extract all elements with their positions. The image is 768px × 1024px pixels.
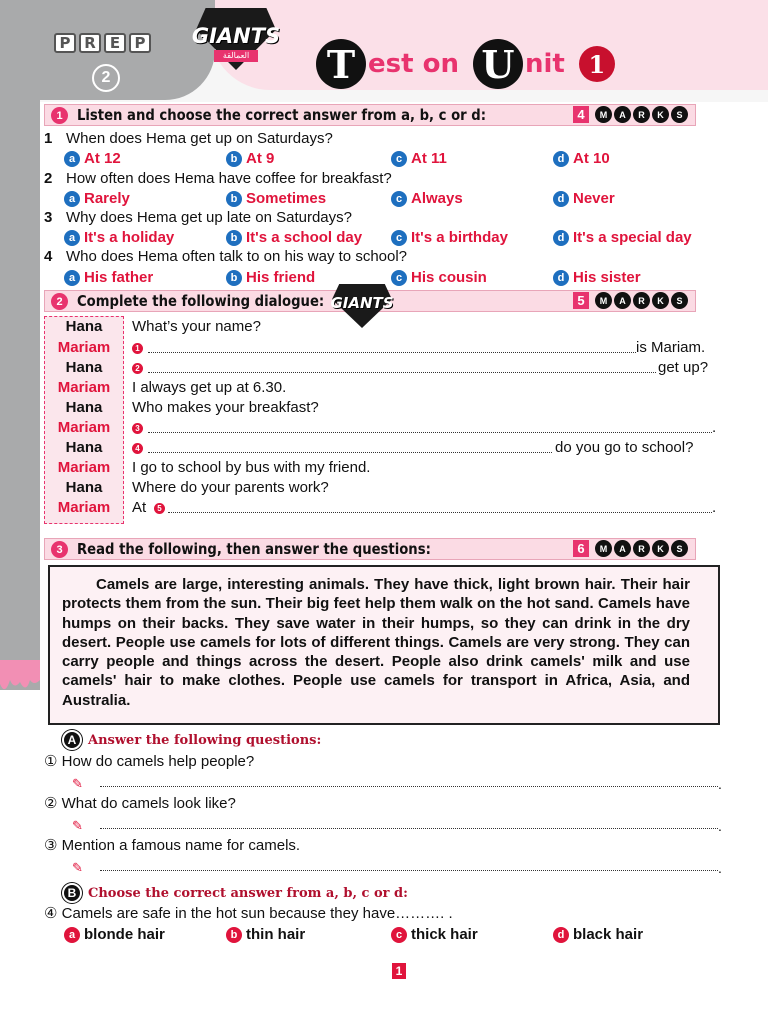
marks-letter: M xyxy=(595,106,612,123)
end-mark: . xyxy=(718,818,722,834)
option-letter: c xyxy=(391,191,407,207)
answer-blank[interactable] xyxy=(148,361,656,373)
dialogue-line xyxy=(44,318,724,338)
speaker-name: Hana xyxy=(65,359,103,376)
pencil-icon: ✎ xyxy=(72,776,83,791)
option-letter: d xyxy=(553,191,569,207)
option-text: His friend xyxy=(246,269,316,286)
question-text: Mention a famous name for camels. xyxy=(61,837,301,854)
title-unit-number: 1 xyxy=(579,46,615,82)
dialogue-text: get up? xyxy=(658,359,709,376)
part-a-header xyxy=(62,730,321,750)
option-letter: b xyxy=(226,191,242,207)
section-2-marks xyxy=(573,292,688,309)
marks-letter: R xyxy=(633,292,650,309)
question-number: ③ xyxy=(44,837,58,854)
option-d[interactable] xyxy=(553,229,692,246)
option-letter: b xyxy=(226,270,242,286)
question-text: Who does Hema often talk to on his way to school? xyxy=(66,248,408,265)
giants-logo xyxy=(186,8,286,72)
option-text: Always xyxy=(411,190,463,207)
question-number: 1 xyxy=(44,130,53,147)
dialogue-text: I always get up at 6.30. xyxy=(132,379,287,396)
page-title xyxy=(316,36,615,92)
blank-marker: 4 xyxy=(132,439,143,456)
option-b[interactable] xyxy=(226,150,274,167)
dialogue-line xyxy=(44,439,724,459)
question-number: 3 xyxy=(44,209,53,226)
answer-blank[interactable] xyxy=(148,341,636,353)
option-a[interactable] xyxy=(64,150,121,167)
option-text: black hair xyxy=(573,926,644,943)
speaker-name: Mariam xyxy=(57,339,111,356)
answer-blank[interactable] xyxy=(148,421,712,433)
dialogue-text: I go to school by bus with my friend. xyxy=(132,459,371,476)
option-letter: b xyxy=(226,151,242,167)
part-b-header xyxy=(62,883,408,903)
answer-line[interactable] xyxy=(72,818,722,834)
dialogue-text: Where do your parents work? xyxy=(132,479,329,496)
section-3-marks xyxy=(573,540,688,557)
option-text: blonde hair xyxy=(84,926,165,943)
question-text: How do camels help people? xyxy=(61,753,255,770)
section-2-number: 2 xyxy=(51,293,68,310)
option-text: His sister xyxy=(573,269,641,286)
question-text: Why does Hema get up late on Saturdays? xyxy=(66,209,352,226)
section-1-header xyxy=(44,104,696,126)
dialogue-text: . xyxy=(712,499,717,516)
answer-line[interactable] xyxy=(72,776,722,792)
option-text: Sometimes xyxy=(246,190,327,207)
section-1-number: 1 xyxy=(51,107,68,124)
option-letter: a xyxy=(64,270,80,286)
option-text: thin hair xyxy=(246,926,306,943)
option-a[interactable] xyxy=(64,229,174,246)
marks-letter: S xyxy=(671,540,688,557)
part-b-letter: B xyxy=(62,883,82,903)
section-1-marks xyxy=(573,106,688,123)
answer-dots[interactable] xyxy=(100,786,718,787)
question-text: When does Hema get up on Saturdays? xyxy=(66,130,333,147)
option-b[interactable] xyxy=(226,269,315,286)
option-text: His cousin xyxy=(411,269,487,286)
part-a-letter: A xyxy=(62,730,82,750)
left-margin-band xyxy=(0,0,40,690)
option-letter: c xyxy=(391,230,407,246)
option-d[interactable] xyxy=(553,269,641,286)
dialogue-line xyxy=(44,499,724,519)
blank-marker: 1 xyxy=(132,339,143,356)
marks-letter: A xyxy=(614,540,631,557)
option-text: thick hair xyxy=(411,926,478,943)
option-letter: a xyxy=(64,151,80,167)
option-letter: a xyxy=(64,191,80,207)
speaker-name: Hana xyxy=(65,399,103,416)
prep-letter: E xyxy=(104,33,126,53)
question-number: ④ xyxy=(44,905,58,922)
marks-letter: M xyxy=(595,540,612,557)
option-b[interactable] xyxy=(226,926,305,943)
option-text: His father xyxy=(84,269,154,286)
option-d[interactable] xyxy=(553,926,643,943)
marks-letter: R xyxy=(633,540,650,557)
question-text: Camels are safe in the hot sun because they have………. . xyxy=(61,905,453,922)
marks-letter: R xyxy=(633,106,650,123)
question-number: 4 xyxy=(44,248,53,265)
speaker-name: Hana xyxy=(65,479,103,496)
marks-letter: K xyxy=(652,540,669,557)
option-c[interactable] xyxy=(391,229,508,246)
reading-question-4 xyxy=(44,904,453,922)
option-letter: d xyxy=(553,230,569,246)
reading-passage xyxy=(48,565,720,725)
speaker-name: Hana xyxy=(65,439,103,456)
speaker-name: Mariam xyxy=(57,459,111,476)
prep-letter: P xyxy=(129,33,151,53)
title-letter-t: T xyxy=(316,39,366,89)
option-text: Rarely xyxy=(84,190,130,207)
option-letter: c xyxy=(391,151,407,167)
end-mark: . xyxy=(718,776,722,792)
option-text: At 10 xyxy=(573,150,610,167)
marks-letter: K xyxy=(652,106,669,123)
option-c[interactable] xyxy=(391,150,447,167)
option-b[interactable] xyxy=(226,190,326,207)
option-letter: b xyxy=(226,230,242,246)
section-3-number: 3 xyxy=(51,541,68,558)
blank-marker: 2 xyxy=(132,359,143,376)
option-text: At 11 xyxy=(411,150,447,167)
section-2-title: Complete the following dialogue: xyxy=(77,292,325,310)
option-text: At 9 xyxy=(246,150,275,167)
dialogue-line xyxy=(44,459,724,479)
speaker-name: Mariam xyxy=(57,419,111,436)
option-d[interactable] xyxy=(553,150,610,167)
speaker-name: Mariam xyxy=(57,499,111,516)
question-number: 2 xyxy=(44,170,53,187)
option-a[interactable] xyxy=(64,926,165,943)
reading-question-3 xyxy=(44,836,300,854)
marks-letter: S xyxy=(671,292,688,309)
dialogue-line xyxy=(44,339,724,359)
option-text: It's a school day xyxy=(246,229,363,246)
prep-letter: P xyxy=(54,33,76,53)
part-b-title: Choose the correct answer from a, b, c or d: xyxy=(88,885,408,901)
question-number: ② xyxy=(44,795,58,812)
option-text: At 12 xyxy=(84,150,121,167)
dialogue-line xyxy=(44,419,724,439)
marks-letter: M xyxy=(595,292,612,309)
option-b[interactable] xyxy=(226,229,362,246)
end-mark: . xyxy=(718,860,722,876)
blank-marker: 5 xyxy=(154,499,165,516)
option-a[interactable] xyxy=(64,269,153,286)
passage-text: Camels are large, interesting animals. They have thick, light brown hair. Their hair protects them from the sun. Their big feet help them walk on the hot sand. Camels have humps on their backs. They save water in their humps, so they can drink in the dry desert. People use camels for lots of different things. Camels are very strong. They can carry people and things across the desert. People also drink camels' milk and use camels' hair to make clothes. People use camels for transport in Africa, Asia, and Australia. xyxy=(62,576,690,709)
question-text: How often does Hema have coffee for breakfast? xyxy=(66,170,392,187)
part-a-title: Answer the following questions: xyxy=(88,732,322,748)
blank-marker: 3 xyxy=(132,419,143,436)
reading-question-2 xyxy=(44,794,236,812)
dialogue-text: do you go to school? xyxy=(555,439,694,456)
option-letter: a xyxy=(64,230,80,246)
dialogue-line xyxy=(44,479,724,499)
pencil-icon: ✎ xyxy=(72,860,83,875)
section-1-title: Listen and choose the correct answer from a, b, c or d: xyxy=(77,106,486,124)
marks-letter: A xyxy=(614,292,631,309)
section-3-header xyxy=(44,538,696,560)
question-number: ① xyxy=(44,753,58,770)
logo-subtext: العمالقة xyxy=(214,50,258,62)
dialogue-line xyxy=(44,359,724,379)
marks-value: 4 xyxy=(573,106,589,123)
page-number: 1 xyxy=(392,963,406,979)
option-letter: c xyxy=(391,927,407,943)
answer-dots[interactable] xyxy=(100,828,718,829)
prep-badge xyxy=(54,33,151,53)
option-text: Never xyxy=(573,190,615,207)
option-c[interactable] xyxy=(391,190,463,207)
option-letter: d xyxy=(553,270,569,286)
prep-letter: R xyxy=(79,33,101,53)
section-3-title: Read the following, then answer the questions: xyxy=(77,540,431,558)
marks-value: 5 xyxy=(573,292,589,309)
option-c[interactable] xyxy=(391,926,478,943)
speaker-name: Hana xyxy=(65,318,103,335)
option-text: It's a birthday xyxy=(411,229,508,246)
option-letter: c xyxy=(391,270,407,286)
prep-level: 2 xyxy=(92,64,120,92)
marks-value: 6 xyxy=(573,540,589,557)
dialogue-text: Who makes your breakfast? xyxy=(132,399,319,416)
dialogue-line xyxy=(44,399,724,419)
option-letter: a xyxy=(64,927,80,943)
answer-blank[interactable] xyxy=(168,501,712,513)
title-letter-u: U xyxy=(473,39,523,89)
answer-dots[interactable] xyxy=(100,870,718,871)
paint-drip-decoration xyxy=(0,660,40,700)
option-text: It's a holiday xyxy=(84,229,175,246)
option-c[interactable] xyxy=(391,269,487,286)
dialogue-text: At xyxy=(132,499,147,516)
dialogue-text: . xyxy=(712,419,717,436)
title-word-2: nit xyxy=(524,49,565,79)
dialogue-text: is Mariam. xyxy=(636,339,706,356)
title-word-1: est on xyxy=(368,49,459,79)
speaker-name: Mariam xyxy=(57,379,111,396)
marks-letter: K xyxy=(652,292,669,309)
option-d[interactable] xyxy=(553,190,615,207)
dialogue-text: What’s your name? xyxy=(132,318,261,335)
option-letter: d xyxy=(553,927,569,943)
marks-letter: S xyxy=(671,106,688,123)
option-letter: d xyxy=(553,151,569,167)
answer-line[interactable] xyxy=(72,860,722,876)
option-letter: b xyxy=(226,927,242,943)
answer-blank[interactable] xyxy=(148,441,552,453)
marks-letter: A xyxy=(614,106,631,123)
logo-text: GIANTS xyxy=(191,24,281,48)
reading-question-1 xyxy=(44,752,254,770)
question-text: What do camels look like? xyxy=(61,795,236,812)
option-a[interactable] xyxy=(64,190,130,207)
pencil-icon: ✎ xyxy=(72,818,83,833)
dialogue-line xyxy=(44,379,724,399)
logo-text: GIANTS xyxy=(330,294,394,312)
option-text: It's a special day xyxy=(573,229,692,246)
